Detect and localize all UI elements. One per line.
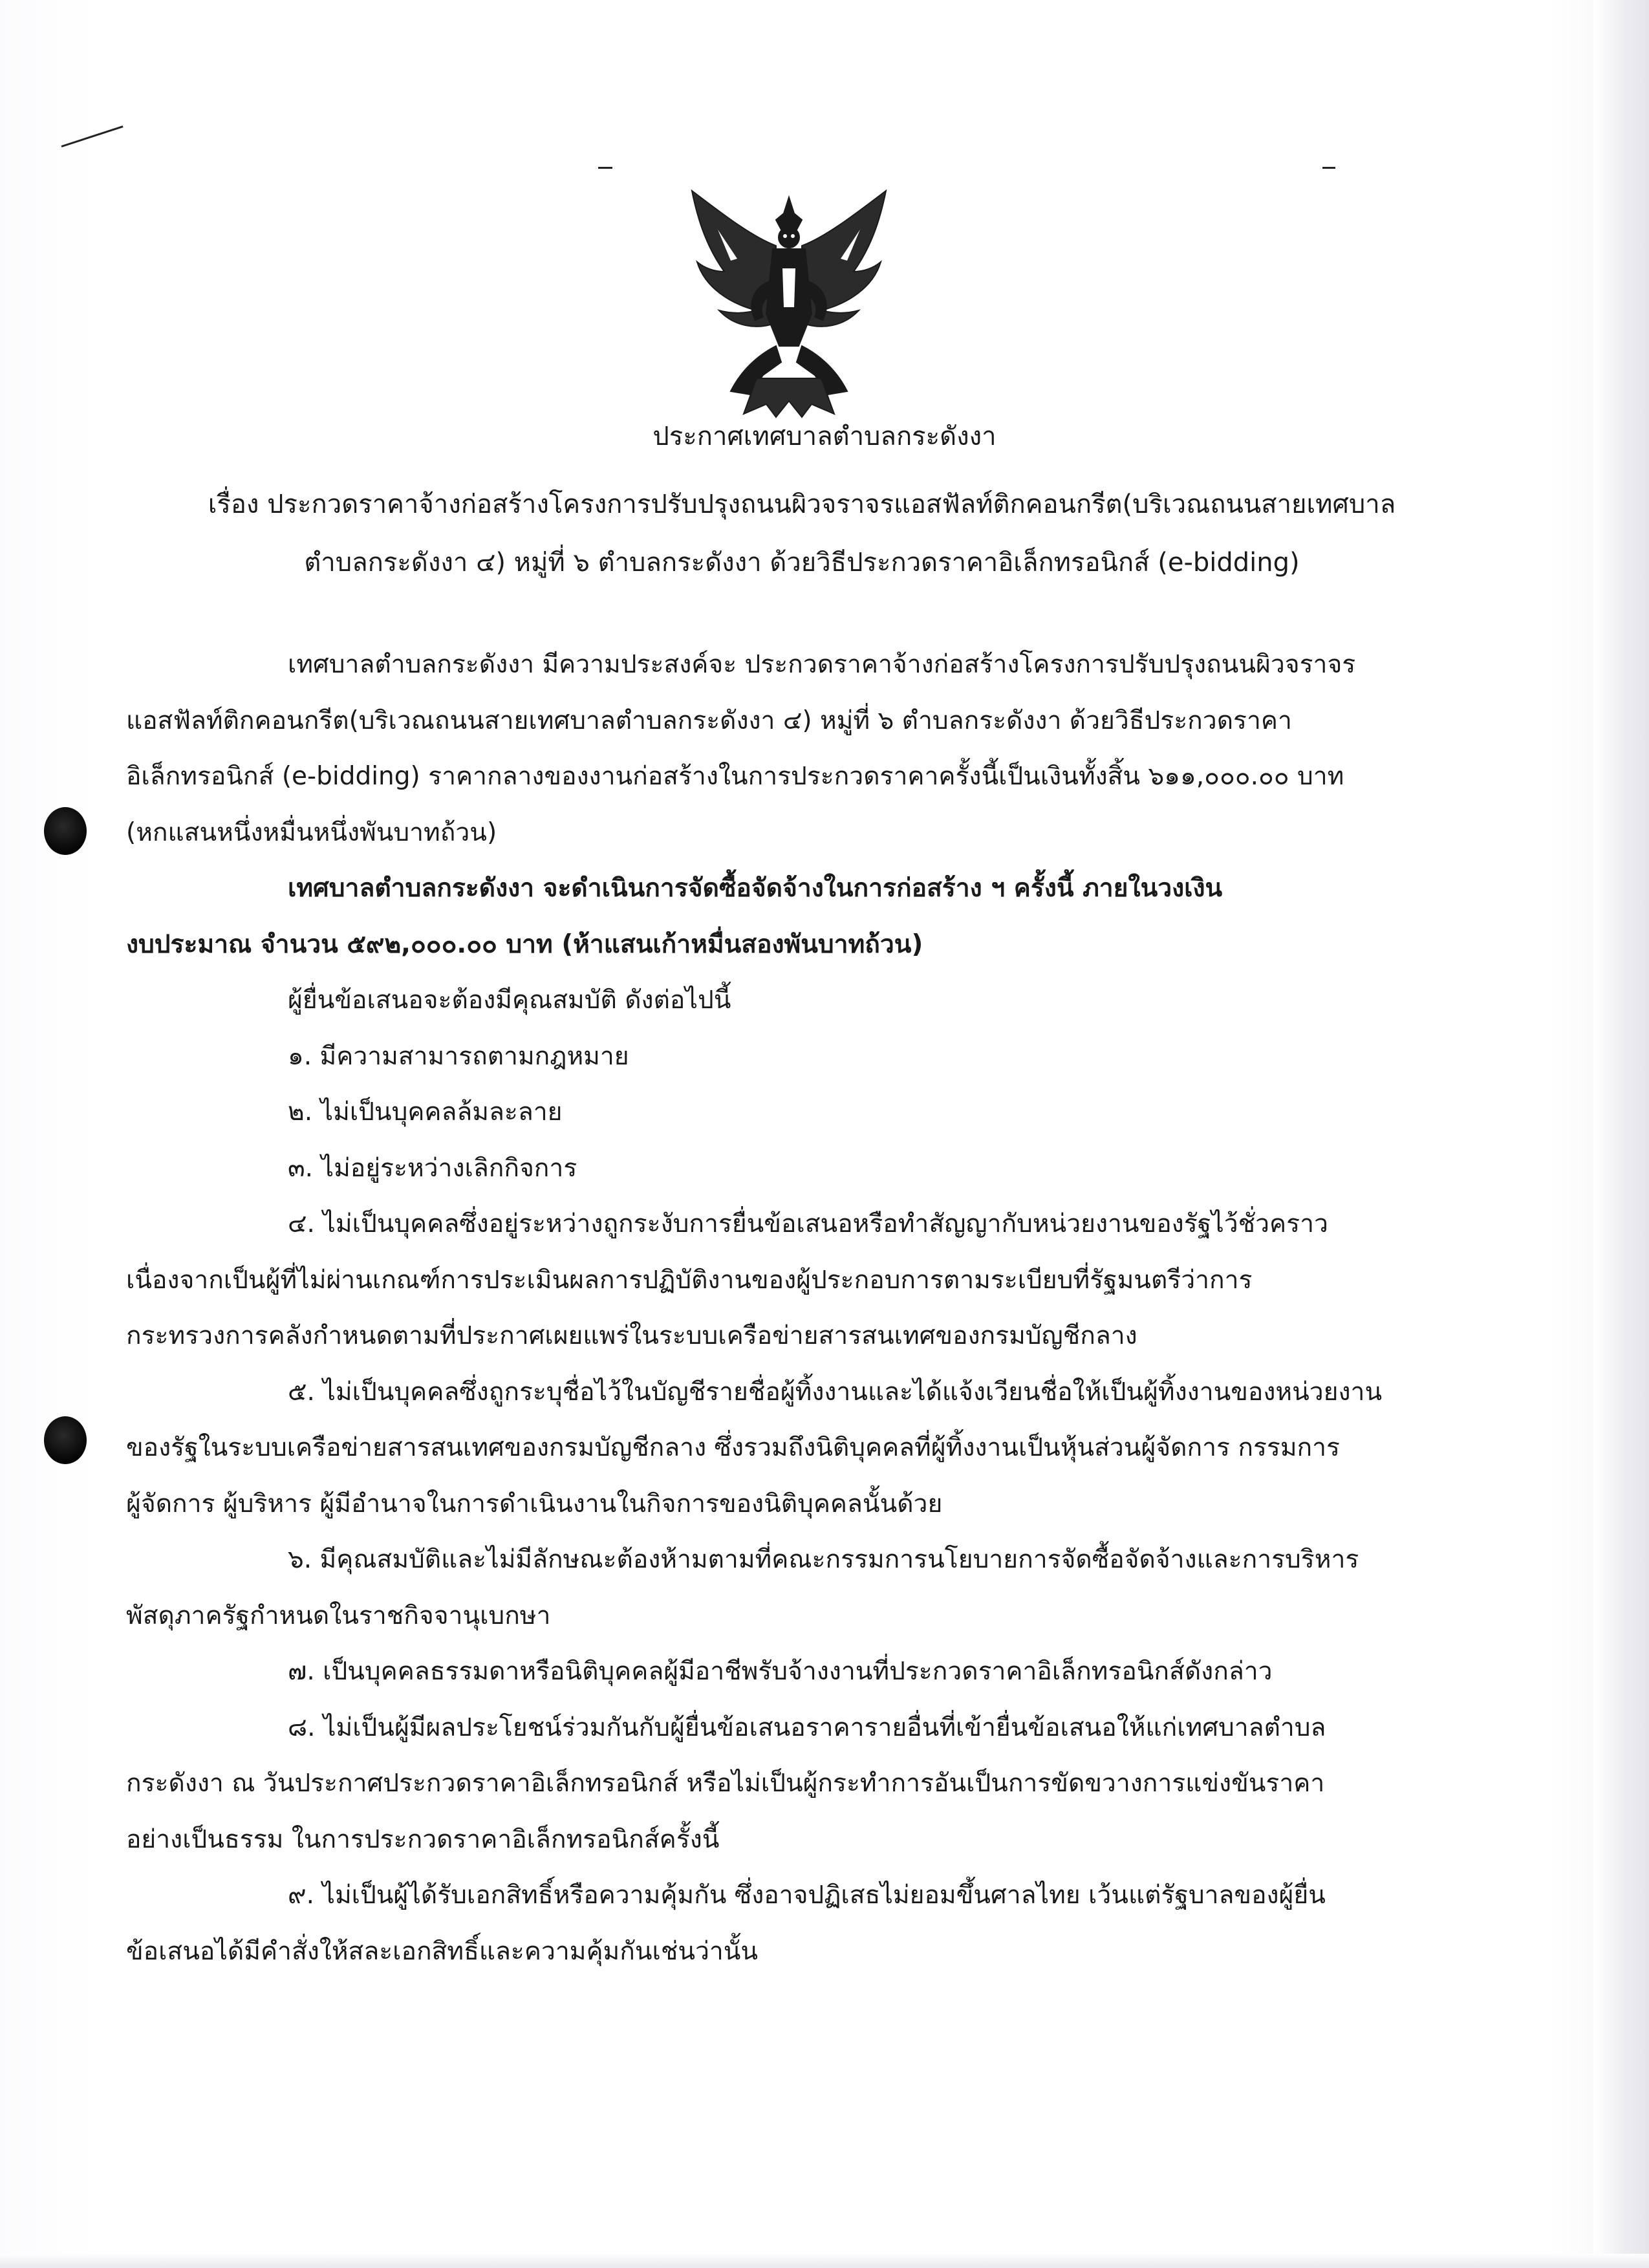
qualification-4-line-2: เนื่องจากเป็นผู้ที่ไม่ผ่านเกณฑ์การประเมินผลการปฏิบัติงานของผู้ประกอบการตามระเบียบที่รัฐมนตรีว่าการ: [126, 1265, 1253, 1295]
qualification-3: ๓. ไม่อยู่ระหว่างเลิกกิจการ: [288, 1153, 577, 1183]
document-title: ประกาศเทศบาลตำบลกระดังงา: [652, 422, 997, 451]
qualification-9-line-1: ๙. ไม่เป็นผู้ได้รับเอกสิทธิ์หรือความคุ้มกัน ซึ่งอาจปฏิเสธไม่ยอมขึ้นศาลไทย เว้นแต่รัฐบาลของผู้ยื่น: [288, 1881, 1326, 1910]
paragraph-1-line-3: อิเล็กทรอนิกส์ (e-bidding) ราคากลางของงานก่อสร้างในการประกวดราคาครั้งนี้เป็นเงินทั้งสิ้น ๖๑๑,๐๐๐.๐๐ บาท: [126, 762, 1344, 791]
qualification-6-line-1: ๖. มีคุณสมบัติและไม่มีลักษณะต้องห้ามตามที่คณะกรรมการนโยบายการจัดซื้อจัดจ้างและการบริหาร: [288, 1545, 1359, 1574]
qualifications-intro: ผู้ยื่นข้อเสนอจะต้องมีคุณสมบัติ ดังต่อไปนี้: [288, 986, 731, 1015]
paragraph-1-line-2: แอสฟัลท์ติกคอนกรีต(บริเวณถนนสายเทศบาลตำบลกระดังงา ๔) หมู่ที่ ๖ ตำบลกระดังงา ด้วยวิธีประกวดราคา: [126, 706, 1292, 735]
stray-mark: [1322, 167, 1335, 169]
qualification-1: ๑. มีความสามารถตามกฎหมาย: [288, 1041, 629, 1071]
qualification-8-line-3: อย่างเป็นธรรม ในการประกวดราคาอิเล็กทรอนิกส์ครั้งนี้: [126, 1824, 720, 1854]
paragraph-1-line-1: เทศบาลตำบลกระดังงา มีความประสงค์จะ ประกวดราคาจ้างก่อสร้างโครงการปรับปรุงถนนผิวจราจร: [288, 650, 1356, 679]
paragraph-1-line-4: (หกแสนหนึ่งหมื่นหนึ่งพันบาทถ้วน): [126, 817, 497, 847]
punch-hole-bottom: [44, 1416, 87, 1464]
qualification-5-line-3: ผู้จัดการ ผู้บริหาร ผู้มีอำนาจในการดำเนินงานในกิจการของนิติบุคคลนั้นด้วย: [126, 1489, 943, 1518]
page-bottom-shadow: [0, 2254, 1649, 2268]
garuda-emblem-icon: [679, 184, 899, 420]
stray-mark: [598, 167, 612, 169]
document-subject: [168, 475, 1436, 592]
subject-line-2: ตำบลกระดังงา ๔) หมู่ที่ ๖ ตำบลกระดังงา ด้วยวิธีประกวดราคาอิเล็กทรอนิกส์ (e-bidding): [304, 548, 1300, 578]
punch-hole-top: [44, 807, 87, 855]
qualification-5-line-2: ของรัฐในระบบเครือข่ายสารสนเทศของกรมบัญชีกลาง ซึ่งรวมถึงนิติบุคคลที่ผู้ทิ้งงานเป็นหุ้นส่วนผู้จัดการ กรรมการ: [126, 1433, 1341, 1462]
qualification-8-line-1: ๘. ไม่เป็นผู้มีผลประโยชน์ร่วมกันกับผู้ยื่นข้อเสนอราคารายอื่นที่เข้ายื่นข้อเสนอให้แก่เทศบาลตำบล: [288, 1712, 1326, 1742]
paragraph-2-line-2: งบประมาณ จำนวน ๕๙๒,๐๐๐.๐๐ บาท (ห้าแสนเก้าหมื่นสองพันบาทถ้วน): [126, 929, 923, 959]
qualification-7: ๗. เป็นบุคคลธรรมดาหรือนิติบุคคลผู้มีอาชีพรับจ้างงานที่ประกวดราคาอิเล็กทรอนิกส์ดังกล่าว: [288, 1657, 1273, 1686]
qualification-2: ๒. ไม่เป็นบุคคลล้มละลาย: [288, 1097, 563, 1127]
qualification-9-line-2: ข้อเสนอได้มีคำสั่งให้สละเอกสิทธิ์และความคุ้มกันเช่นว่านั้น: [126, 1936, 759, 1966]
document-body: [126, 637, 1436, 1980]
paragraph-2-line-1: เทศบาลตำบลกระดังงา จะดำเนินการจัดซื้อจัดจ้างในการก่อสร้าง ฯ ครั้งนี้ ภายในวงเงิน: [288, 874, 1223, 903]
qualification-4-line-3: กระทรวงการคลังกำหนดตามที่ประกาศเผยแพร่ในระบบเครือข่ายสารสนเทศของกรมบัญชีกลาง: [126, 1321, 1137, 1350]
qualification-5-line-1: ๕. ไม่เป็นบุคคลซึ่งถูกระบุชื่อไว้ในบัญชีรายชื่อผู้ทิ้งงานและได้แจ้งเวียนชื่อให้เป็นผู้ทิ้งงานของหน่วยงาน: [288, 1377, 1383, 1407]
qualification-8-line-2: กระดังงา ณ วันประกาศประกวดราคาอิเล็กทรอนิกส์ หรือไม่เป็นผู้กระทำการอันเป็นการขัดขวางการแข่งขันราคา: [126, 1769, 1325, 1798]
qualification-4-line-1: ๔. ไม่เป็นบุคคลซึ่งอยู่ระหว่างถูกระงับการยื่นข้อเสนอหรือทำสัญญากับหน่วยงานของรัฐไว้ชั่วคราว: [288, 1209, 1328, 1238]
qualification-6-line-2: พัสดุภาครัฐกำหนดในราชกิจจานุเบกษา: [126, 1601, 551, 1630]
subject-line-1: เรื่อง ประกวดราคาจ้างก่อสร้างโครงการปรับปรุงถนนผิวจราจรแอสฟัลท์ติกคอนกรีต(บริเวณถนนสายเทศบาล: [208, 490, 1396, 519]
page-edge-shadow: [1593, 0, 1649, 2268]
